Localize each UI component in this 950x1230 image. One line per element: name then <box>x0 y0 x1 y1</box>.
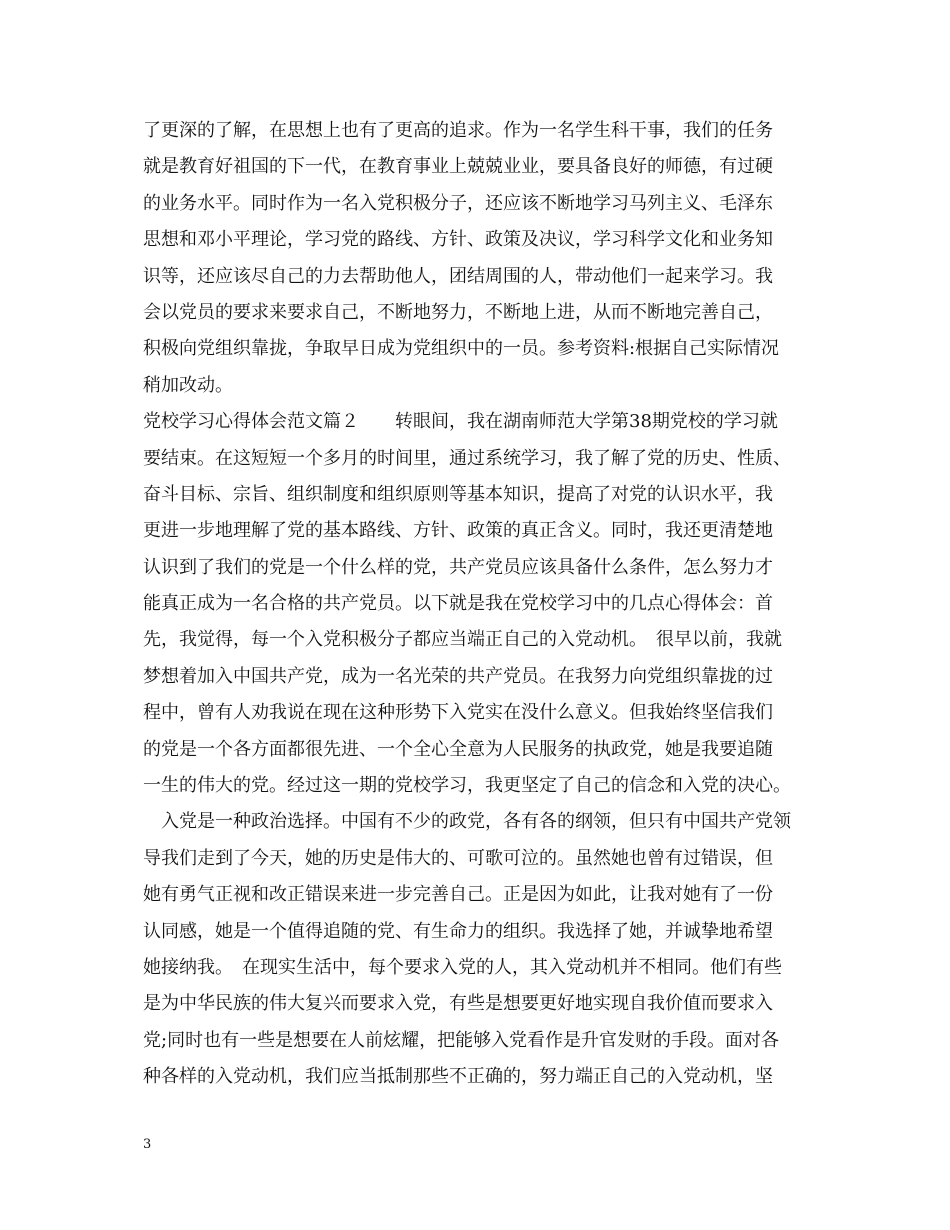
text-line: 程中，曾有人劝我说在现在这种形势下入党实在没什么意义。但我始终坚信我们 <box>143 702 773 724</box>
body-text <box>143 113 823 1096</box>
text-line: 党;同时也有一些是想要在人前炫耀，把能够入党看作是升官发财的手段。面对各 <box>143 1029 780 1051</box>
text-line: 她有勇气正视和改正错误来进一步完善自己。正是因为如此，让我对她有了一份 <box>143 884 773 906</box>
text-line: 积极向党组织靠拢，争取早日成为党组织中的一员。参考资料:根据自己实际情况 <box>143 338 780 360</box>
text-line: 一生的伟大的党。经过这一期的党校学习，我更坚定了自己的信念和入党的决心。 <box>143 775 791 797</box>
text-line: 认同感，她是一个值得追随的党、有生命力的组织。我选择了她，并诚挚地希望 <box>143 920 773 942</box>
text-line: 的业务水平。同时作为一名入党积极分子，还应该不断地学习马列主义、毛泽东 <box>143 192 773 214</box>
text-line: 种各样的入党动机，我们应当抵制那些不正确的，努力端正自己的入党动机，坚 <box>143 1066 773 1088</box>
text-line: 要结束。在这短短一个多月的时间里，通过系统学习，我了解了党的历史、性质、 <box>143 447 791 469</box>
text-line: 思想和邓小平理论，学习党的路线、方针、政策及决议，学习科学文化和业务知 <box>143 229 773 251</box>
text-line: 是为中华民族的伟大复兴而要求入党，有些是想要更好地实现自我价值而要求入 <box>143 993 773 1015</box>
text-line: 导我们走到了今天，她的历史是伟大的、可歌可泣的。虽然她也曾有过错误，但 <box>143 847 773 869</box>
text-line: 能真正成为一名合格的共产党员。以下就是我在党校学习中的几点心得体会：首 <box>143 593 773 615</box>
text-line: 梦想着加入中国共产党，成为一名光荣的共产党员。在我努力向党组织靠拢的过 <box>143 665 773 687</box>
text-line: 奋斗目标、宗旨、组织制度和组织原则等基本知识，提高了对党的认识水平，我 <box>143 483 773 505</box>
page-number: 3 <box>143 1137 152 1152</box>
text-line: 了更深的了解，在思想上也有了更高的追求。作为一名学生科干事，我们的任务 <box>143 120 773 141</box>
section-heading-line: 党校学习心得体会范文篇２ 转眼间，我在湖南师范大学第38期党校的学习就 <box>143 411 778 433</box>
text-line: 她接纳我。 在现实生活中，每个要求入党的人，其入党动机并不相同。他们有些 <box>143 956 782 978</box>
text-line: 识等，还应该尽自己的力去帮助他人，团结周围的人，带动他们一起来学习。我 <box>143 265 773 287</box>
text-line: 就是教育好祖国的下一代，在教育事业上兢兢业业，要具备良好的师德，有过硬 <box>143 156 773 178</box>
text-line: 入党是一种政治选择。中国有不少的政党，各有各的纲领，但只有中国共产党领 <box>143 811 791 833</box>
text-line: 更进一步地理解了党的基本路线、方针、政策的真正含义。同时，我还更清楚地 <box>143 520 773 542</box>
text-line: 先，我觉得，每一个入党积极分子都应当端正自己的入党动机。 很早以前，我就 <box>143 629 782 651</box>
text-line: 稍加改动。 <box>143 374 233 396</box>
text-line: 会以党员的要求来要求自己，不断地努力，不断地上进，从而不断地完善自己， <box>143 301 773 323</box>
text-line: 的党是一个各方面都很先进、一个全心全意为人民服务的执政党，她是我要追随 <box>143 738 773 760</box>
text-line: 认识到了我们的党是一个什么样的党，共产党员应该具备什么条件，怎么努力才 <box>143 556 773 578</box>
